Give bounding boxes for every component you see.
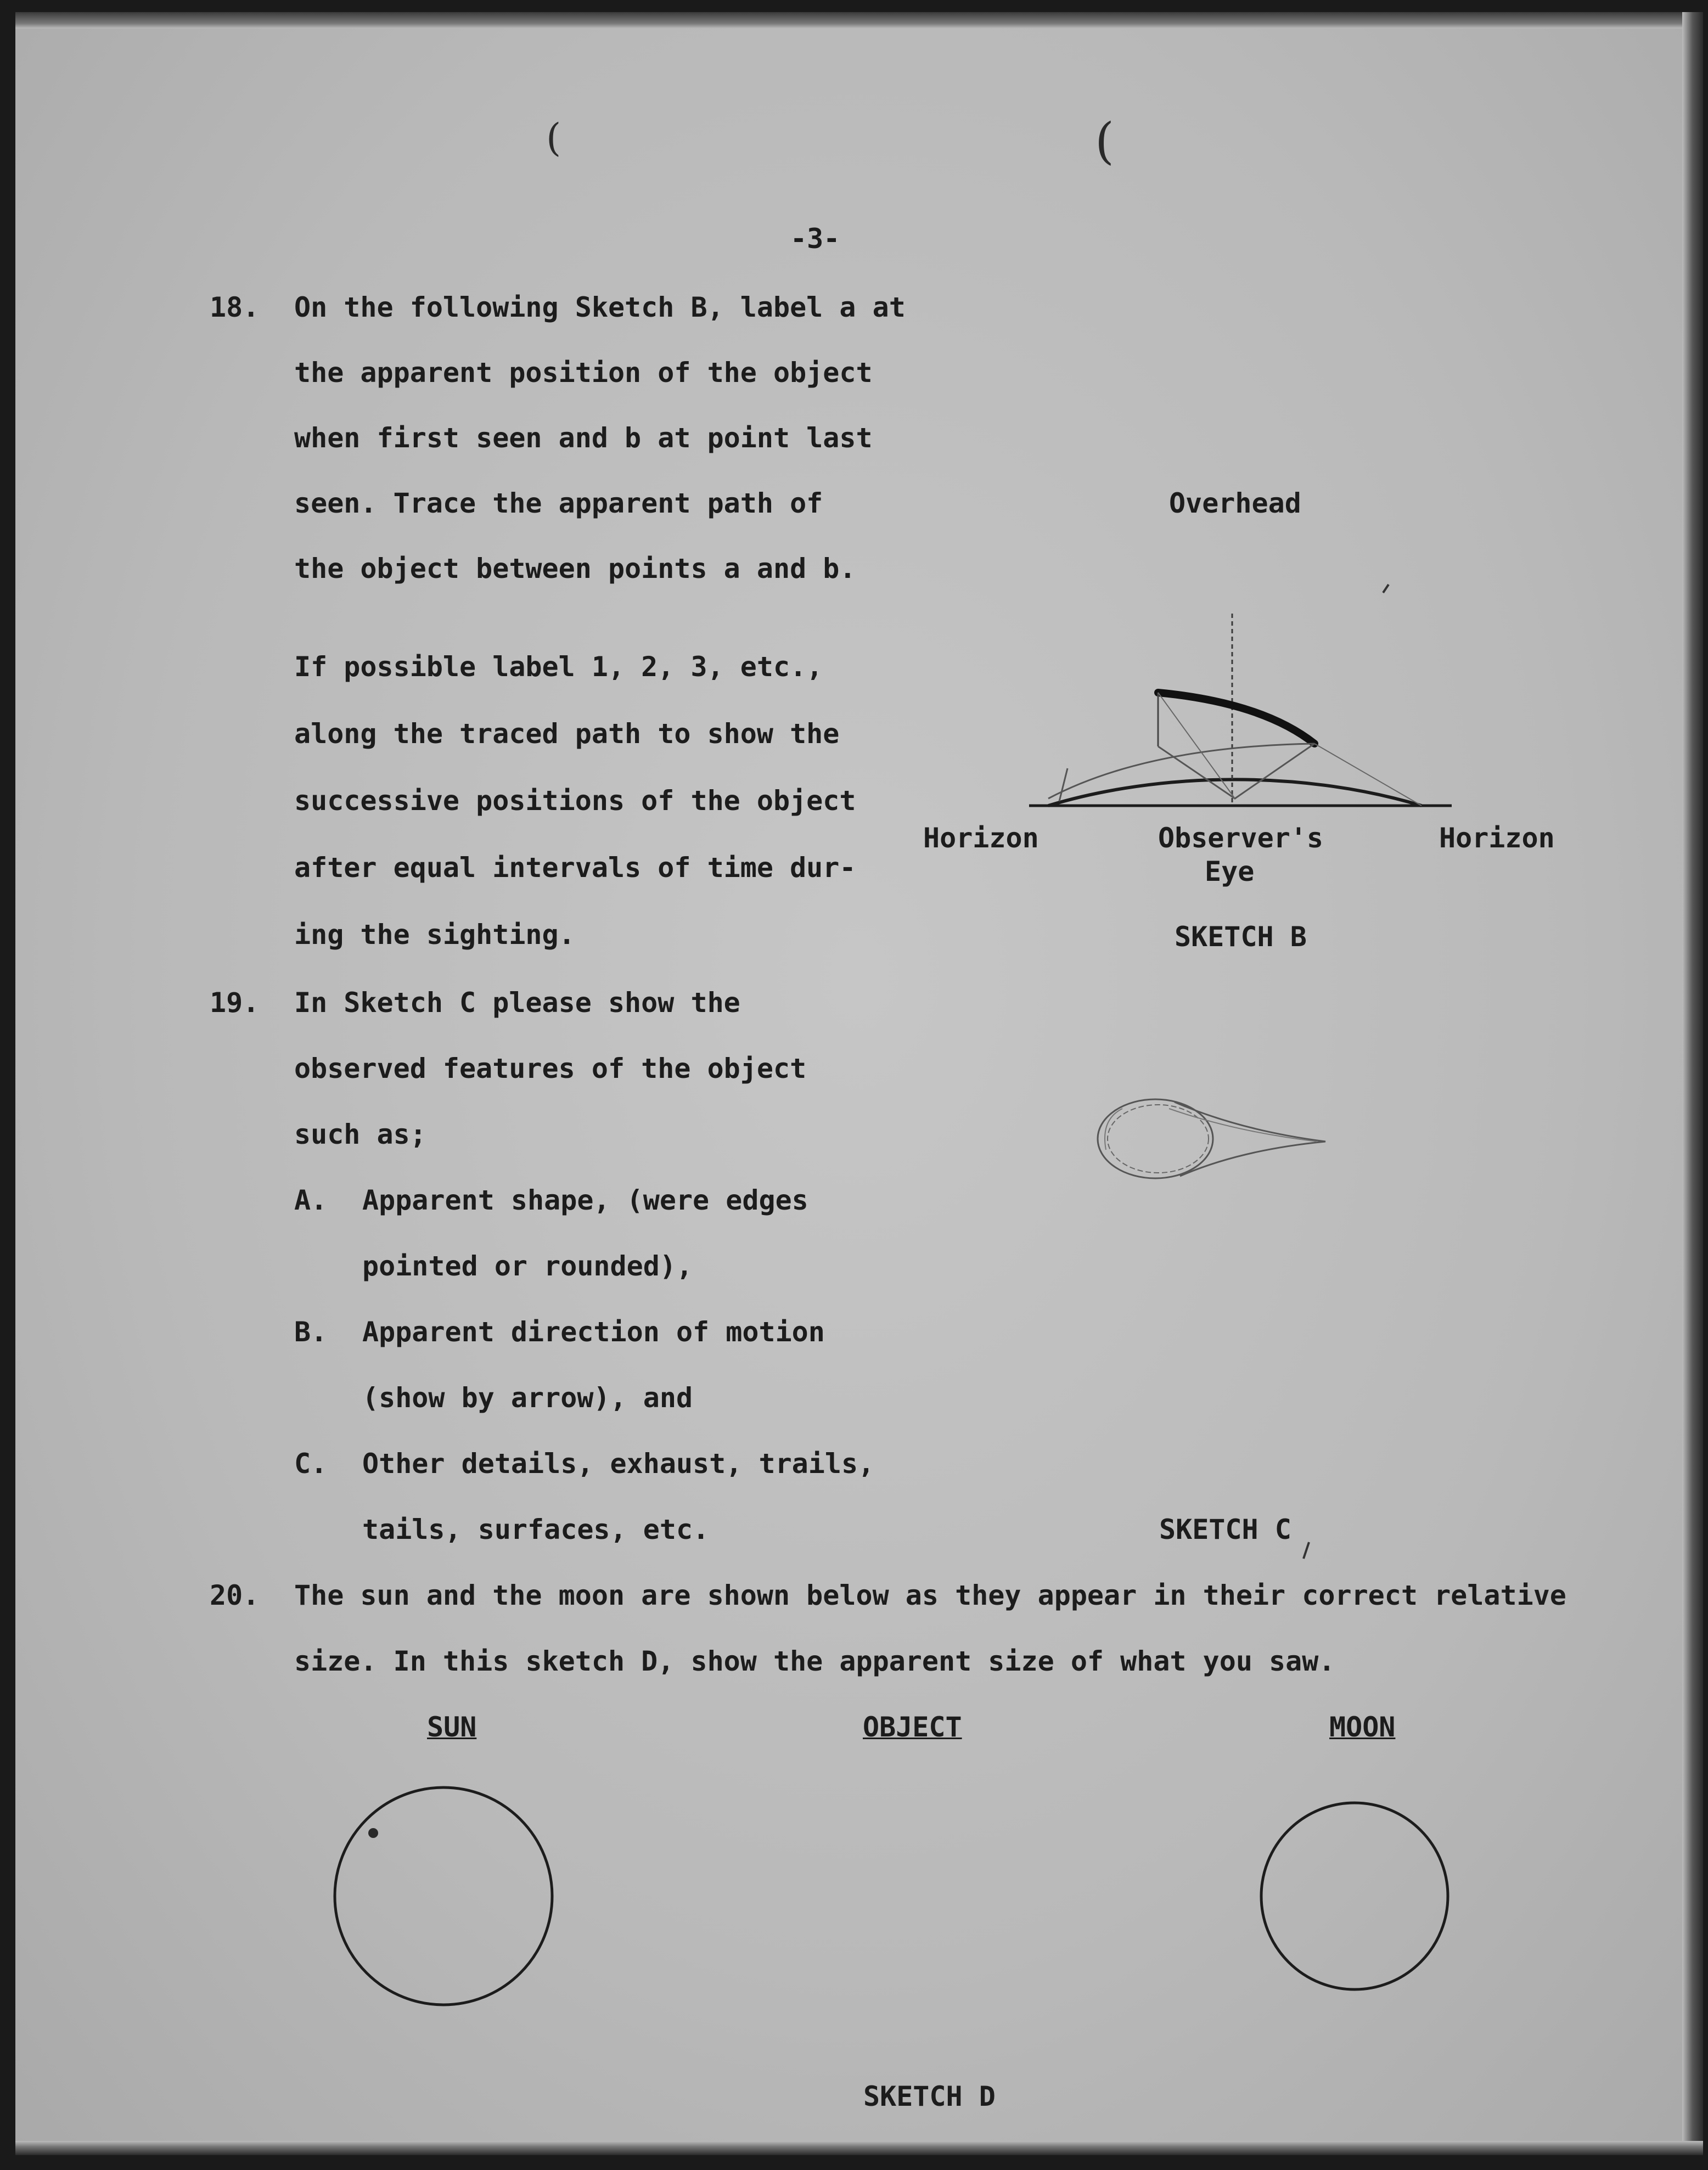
question-text-line: On the following Sketch B, label a at — [294, 291, 906, 323]
list-item-text: Apparent direction of motion — [362, 1316, 825, 1348]
sketch-b-caption: SKETCH B — [1175, 921, 1307, 953]
question-text-line: such as; — [294, 1118, 426, 1150]
question-text-line: size. In this sketch D, show the apparent size of what you saw. — [294, 1645, 1335, 1677]
list-item-text: tails, surfaces, etc. — [362, 1514, 710, 1545]
question-text-line: The sun and the moon are shown below as they appear in their correct relative — [294, 1579, 1566, 1611]
moon-label: MOON — [1329, 1711, 1396, 1743]
horizon-right-label: Horizon — [1439, 822, 1555, 854]
question-text-line: seen. Trace the apparent path of — [294, 487, 823, 519]
question-text-line: when first seen and b at point last — [294, 422, 873, 454]
sun-circle — [335, 1787, 552, 2005]
sun-label: SUN — [427, 1711, 477, 1743]
moon-circle — [1261, 1803, 1448, 1989]
question-text-line: In Sketch C please show the — [294, 987, 740, 1019]
overhead-label: Overhead — [1169, 487, 1301, 519]
list-item-text: (show by arrow), and — [362, 1382, 693, 1414]
question-number: 18. — [210, 291, 260, 323]
question-number: 20. — [210, 1579, 260, 1611]
question-number: 19. — [210, 987, 260, 1019]
question-text-line: the apparent position of the object — [294, 357, 873, 389]
list-item-text: Other details, exhaust, trails, — [362, 1448, 875, 1480]
question-text-line: If possible label 1, 2, 3, etc., — [294, 651, 823, 683]
observer-label: Observer's — [1158, 822, 1324, 854]
list-item-text: pointed or rounded), — [362, 1250, 693, 1282]
list-item-letter: B. — [294, 1316, 328, 1348]
object-label: OBJECT — [863, 1711, 962, 1743]
list-item-letter: C. — [294, 1448, 328, 1480]
list-item-letter: A. — [294, 1184, 328, 1216]
sketch-c-caption: SKETCH C — [1159, 1514, 1291, 1545]
horizon-left-label: Horizon — [923, 822, 1039, 854]
question-text-line: after equal intervals of time dur- — [294, 852, 856, 884]
list-item-text: Apparent shape, (were edges — [362, 1184, 808, 1216]
scan-speck-mark: ( — [546, 115, 561, 160]
sketch-d-caption: SKETCH D — [863, 2081, 996, 2112]
question-text-line: ing the sighting. — [294, 919, 575, 951]
page-number: -3- — [790, 223, 840, 255]
question-text-line: successive positions of the object — [294, 785, 856, 817]
scan-speck-mark-2: ( — [1095, 113, 1115, 170]
eye-label: Eye — [1205, 856, 1255, 887]
question-text-line: the object between points a and b. — [294, 553, 856, 584]
question-text-line: observed features of the object — [294, 1053, 807, 1084]
question-text-line: along the traced path to show the — [294, 718, 840, 750]
